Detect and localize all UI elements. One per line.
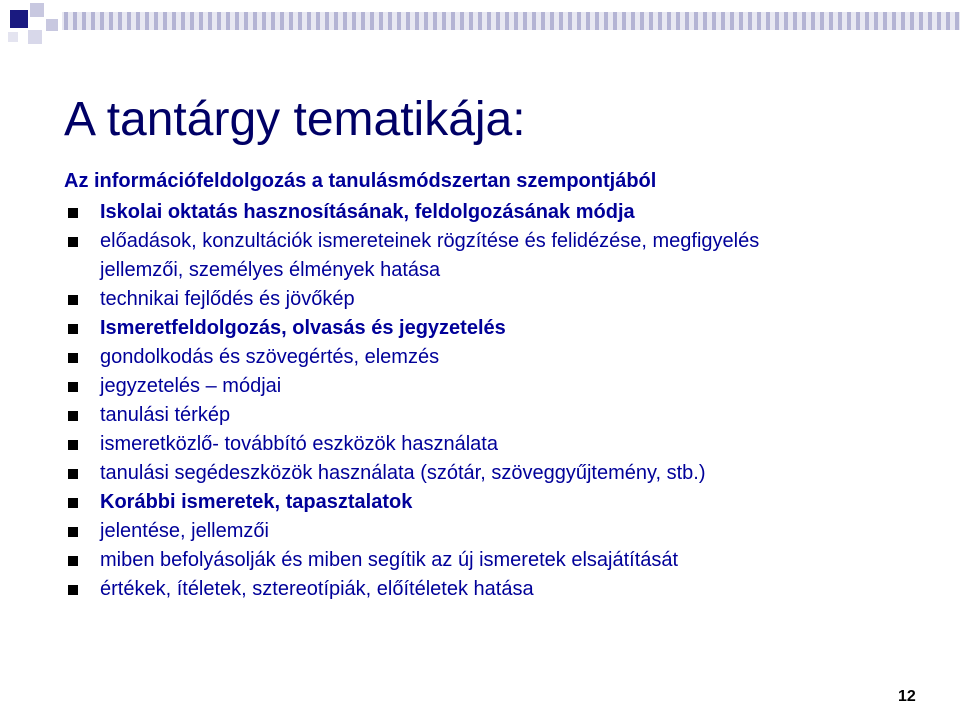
decor-square-dark — [10, 10, 28, 28]
list-item-text: Ismeretfeldolgozás, olvasás és jegyzetelés — [100, 317, 506, 339]
decor-stripe — [64, 12, 68, 30]
decor-stripe — [559, 12, 563, 30]
decor-stripe — [127, 12, 131, 30]
header-decoration — [0, 0, 960, 60]
decor-stripe — [631, 12, 635, 30]
decor-stripe — [919, 12, 923, 30]
decor-stripe — [199, 12, 203, 30]
decor-stripe — [748, 12, 752, 30]
decor-stripe — [334, 12, 338, 30]
decor-stripe — [406, 12, 410, 30]
decor-stripe — [235, 12, 239, 30]
decor-square-light — [8, 32, 18, 42]
decor-stripe — [343, 12, 347, 30]
decor-stripe — [433, 12, 437, 30]
list-item-text: értékek, ítéletek, sztereotípiák, előítéletek hatása — [100, 578, 534, 600]
decor-stripe — [415, 12, 419, 30]
decor-stripe — [847, 12, 851, 30]
decor-stripe — [469, 12, 473, 30]
slide-title: A tantárgy tematikája: — [64, 93, 526, 146]
decor-stripe — [136, 12, 140, 30]
list-item-text: Korábbi ismeretek, tapasztalatok — [100, 491, 413, 513]
decor-stripe — [271, 12, 275, 30]
decor-stripe — [820, 12, 824, 30]
decor-stripe — [703, 12, 707, 30]
decor-stripe — [802, 12, 806, 30]
decor-stripe — [775, 12, 779, 30]
decor-stripe — [532, 12, 536, 30]
decor-stripe — [595, 12, 599, 30]
decor-stripe — [523, 12, 527, 30]
decor-stripe — [730, 12, 734, 30]
list-item — [64, 401, 934, 430]
list-item-text: jelentése, jellemzői — [100, 520, 269, 542]
list-item-text: gondolkodás és szövegértés, elemzés — [100, 346, 440, 368]
decor-stripe — [298, 12, 302, 30]
decor-stripe — [307, 12, 311, 30]
square-bullet-icon — [68, 498, 78, 508]
decor-stripe — [289, 12, 293, 30]
decor-stripe — [244, 12, 248, 30]
decor-stripe — [100, 12, 104, 30]
decor-stripe — [901, 12, 905, 30]
decor-stripe — [937, 12, 941, 30]
decor-stripe — [640, 12, 644, 30]
decor-stripe — [622, 12, 626, 30]
decor-stripe — [946, 12, 950, 30]
decor-stripe — [514, 12, 518, 30]
decor-stripe — [496, 12, 500, 30]
decor-stripe — [190, 12, 194, 30]
decor-stripe — [109, 12, 113, 30]
topic-list — [64, 198, 934, 604]
decor-stripe — [352, 12, 356, 30]
list-item — [64, 430, 934, 459]
list-item — [64, 546, 934, 575]
intro-heading: Az információfeldolgozás a tanulásmódszertan szempontjából — [64, 170, 657, 192]
decor-stripe — [928, 12, 932, 30]
list-item-text: jegyzetelés – módjai — [100, 375, 282, 397]
decor-square-light — [28, 30, 42, 44]
decor-stripe — [118, 12, 122, 30]
square-bullet-icon — [68, 237, 78, 247]
decor-stripe — [838, 12, 842, 30]
square-bullet-icon — [68, 440, 78, 450]
decor-stripe — [316, 12, 320, 30]
decor-stripe — [874, 12, 878, 30]
decor-stripe — [361, 12, 365, 30]
decor-stripe — [766, 12, 770, 30]
decor-stripe — [505, 12, 509, 30]
decor-stripe — [892, 12, 896, 30]
list-item — [64, 372, 934, 401]
decor-stripe — [955, 12, 959, 30]
decor-stripe — [154, 12, 158, 30]
decor-stripe — [397, 12, 401, 30]
decor-stripe — [262, 12, 266, 30]
decor-stripe — [487, 12, 491, 30]
square-bullet-icon — [68, 585, 78, 595]
decor-stripe — [325, 12, 329, 30]
decor-stripe — [784, 12, 788, 30]
list-item — [64, 488, 934, 517]
list-item — [64, 285, 934, 314]
list-item-text: miben befolyásolják és miben segítik az új ismeretek elsajátítását — [100, 549, 679, 571]
decor-stripe — [586, 12, 590, 30]
decor-stripe — [172, 12, 176, 30]
decor-stripe — [721, 12, 725, 30]
decor-stripe — [379, 12, 383, 30]
list-item — [64, 227, 934, 285]
decor-stripe — [604, 12, 608, 30]
decor-stripe — [676, 12, 680, 30]
decor-stripe — [856, 12, 860, 30]
decor-stripe — [451, 12, 455, 30]
decor-stripe — [712, 12, 716, 30]
decor-stripe — [226, 12, 230, 30]
list-item-text: tanulási térkép — [100, 404, 231, 426]
list-item — [64, 314, 934, 343]
decor-stripe — [649, 12, 653, 30]
decor-stripe — [757, 12, 761, 30]
decor-stripe — [73, 12, 77, 30]
page-number: 12 — [898, 688, 916, 705]
decor-stripe — [163, 12, 167, 30]
list-item — [64, 343, 934, 372]
decor-stripe — [685, 12, 689, 30]
decor-stripe — [811, 12, 815, 30]
square-bullet-icon — [68, 353, 78, 363]
decor-square-light — [46, 19, 58, 31]
decor-stripe — [667, 12, 671, 30]
decor-stripe — [550, 12, 554, 30]
decor-stripe — [478, 12, 482, 30]
square-bullet-icon — [68, 556, 78, 566]
list-item-text: technikai fejlődés és jövőkép — [100, 288, 355, 310]
decor-stripe — [613, 12, 617, 30]
decor-stripe — [829, 12, 833, 30]
square-bullet-icon — [68, 411, 78, 421]
decor-stripe — [424, 12, 428, 30]
list-item-text: ismeretközlő- továbbító eszközök használata — [100, 433, 498, 455]
decor-stripe — [253, 12, 257, 30]
decor-stripe — [370, 12, 374, 30]
decor-stripe — [442, 12, 446, 30]
decor-stripe — [694, 12, 698, 30]
decor-stripe — [568, 12, 572, 30]
decor-stripe — [181, 12, 185, 30]
list-item-text-continued: jellemzői, személyes élmények hatása — [100, 259, 441, 281]
square-bullet-icon — [68, 208, 78, 218]
decor-square-light — [30, 3, 44, 17]
list-item-text: előadások, konzultációk ismereteinek rögzítése és felidézése, megfigyelés — [100, 230, 760, 252]
decor-stripe — [388, 12, 392, 30]
list-item — [64, 517, 934, 546]
list-item — [64, 575, 934, 604]
list-item-text: tanulási segédeszközök használata (szótár, szöveggyűjtemény, stb.) — [100, 462, 706, 484]
decor-stripe — [739, 12, 743, 30]
decor-stripe — [91, 12, 95, 30]
decor-stripe — [460, 12, 464, 30]
decor-stripe — [541, 12, 545, 30]
decor-stripe — [217, 12, 221, 30]
decor-bar — [62, 12, 960, 30]
decor-stripe — [577, 12, 581, 30]
decor-stripe — [910, 12, 914, 30]
square-bullet-icon — [68, 527, 78, 537]
square-bullet-icon — [68, 295, 78, 305]
decor-stripe — [145, 12, 149, 30]
decor-stripe — [883, 12, 887, 30]
decor-stripe — [208, 12, 212, 30]
decor-stripe — [865, 12, 869, 30]
decor-stripe — [658, 12, 662, 30]
list-item — [64, 459, 934, 488]
square-bullet-icon — [68, 382, 78, 392]
decor-stripe — [280, 12, 284, 30]
square-bullet-icon — [68, 469, 78, 479]
square-bullet-icon — [68, 324, 78, 334]
decor-stripe — [793, 12, 797, 30]
decor-stripe — [82, 12, 86, 30]
list-item — [64, 198, 934, 227]
list-item-text: Iskolai oktatás hasznosításának, feldolgozásának módja — [100, 201, 635, 223]
